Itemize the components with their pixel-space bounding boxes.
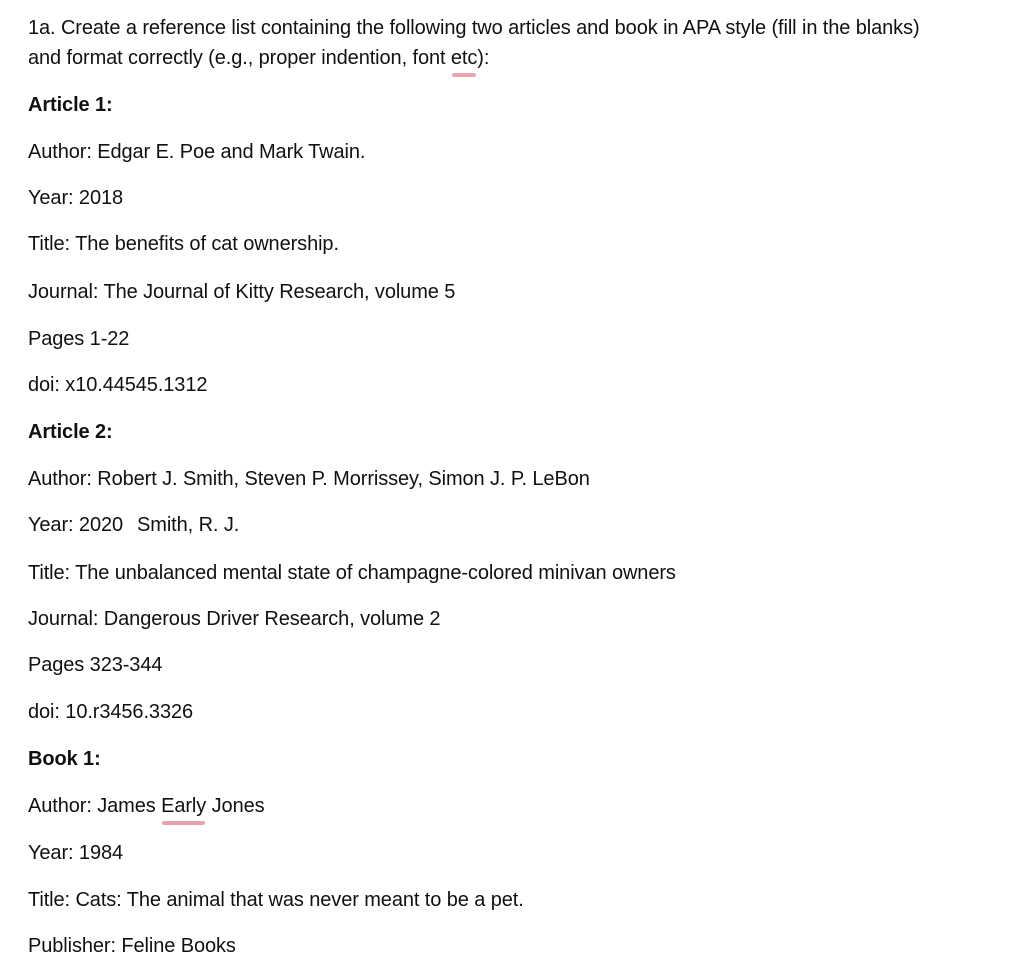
article-2-author: Author: Robert J. Smith, Steven P. Morrissey, Simon J. P. LeBon xyxy=(28,468,590,490)
book-1-author-text-end: Jones xyxy=(206,795,265,817)
spellcheck-flagged-word[interactable]: Early xyxy=(161,795,207,817)
book-1-year: Year: 1984 xyxy=(28,842,124,864)
article-2-heading: Article 2: xyxy=(28,421,113,443)
article-1-doi: doi: x10.44545.1312 xyxy=(28,374,208,396)
instruction-text: and format correctly (e.g., proper indention, font xyxy=(28,47,451,69)
book-1-title: Title: Cats: The animal that was never meant to be a pet. xyxy=(28,889,524,911)
article-2-typed-note: Smith, R. J. xyxy=(137,514,240,536)
article-2-year xyxy=(28,513,239,537)
instruction-line-1: 1a. Create a reference list containing the following two articles and book in APA style (fill in the blanks) xyxy=(28,17,920,39)
article-2-journal: Journal: Dangerous Driver Research, volume 2 xyxy=(28,608,441,630)
article-2-title: Title: The unbalanced mental state of champagne-colored minivan owners xyxy=(28,562,676,584)
book-1-author-text: Author: James xyxy=(28,795,162,817)
article-2-pages: Pages 323-344 xyxy=(28,654,163,676)
article-2-doi: doi: 10.r3456.3326 xyxy=(28,701,194,723)
spellcheck-flagged-word[interactable]: etc xyxy=(450,47,478,69)
article-1-heading: Article 1: xyxy=(28,94,113,116)
instruction-line-2 xyxy=(28,46,489,70)
article-1-title: Title: The benefits of cat ownership. xyxy=(28,233,339,255)
book-1-author xyxy=(28,794,265,818)
instruction-text-end: ): xyxy=(477,47,490,69)
article-2-year-text: Year: 2020 xyxy=(28,514,124,536)
article-1-year: Year: 2018 xyxy=(28,187,124,209)
book-1-publisher: Publisher: Feline Books xyxy=(28,935,236,957)
article-1-pages: Pages 1-22 xyxy=(28,328,130,350)
book-1-heading: Book 1: xyxy=(28,748,101,770)
article-1-author: Author: Edgar E. Poe and Mark Twain. xyxy=(28,141,366,163)
article-1-journal: Journal: The Journal of Kitty Research, volume 5 xyxy=(28,281,456,303)
